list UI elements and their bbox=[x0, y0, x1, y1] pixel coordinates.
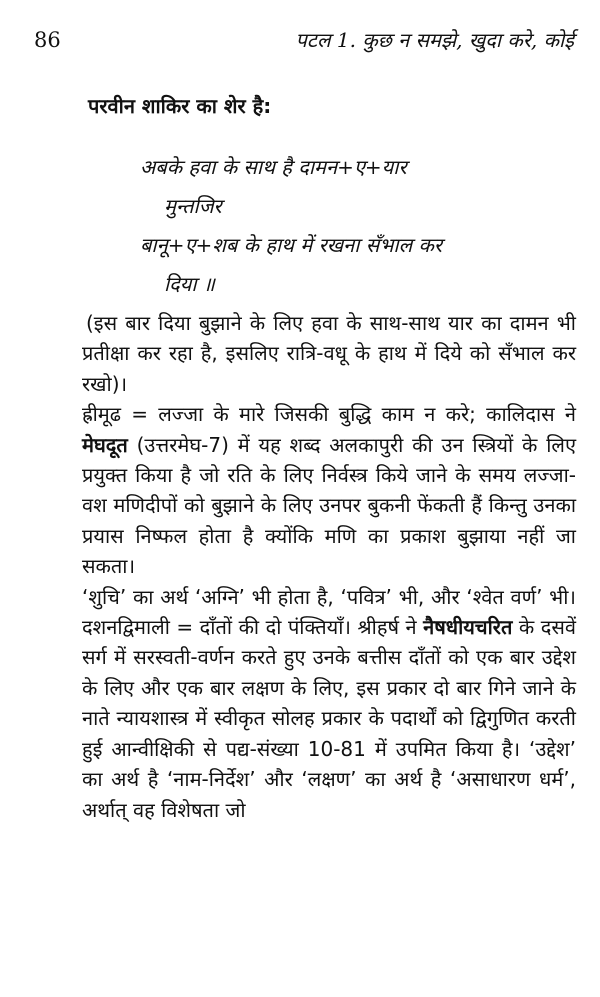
text-run: ‘शुचि’ का अर्थ ‘अग्नि’ भी होता है, ‘पवित्र’ भी, और ‘श्वेत वर्ण’ भी। दशनद्विमाली = दाँतों की दो पंक्तियाँ। श्रीहर्ष ने bbox=[82, 584, 576, 640]
page-number: 86 bbox=[34, 28, 61, 52]
body-text bbox=[82, 308, 576, 825]
text-run: के दसवें सर्ग में सरस्वती-वर्णन करते हुए उनके बत्तीस दाँतों को एक बार उद्देश के लिए और एक बार लक्षण के लिए, इस प्रकार दो बार गिने जाने के नाते न्यायशास्त्र में स्वीकृत सोलह प्रकार के पदार्थों को द्विगुणित करती हुई आन्वीक्षिकी से पद्य-संख्या 10-81 में उपमित किया है। ‘उद्देश’ का अर्थ है ‘नाम-निर्देश’ और ‘लक्षण’ का अर्थ है ‘असाधारण धर्म’, अर्थात् वह विशेषता जो bbox=[82, 615, 576, 822]
verse-line: दिया ॥ bbox=[164, 272, 215, 296]
running-head: पटल 1. कुछ न समझे, खुदा करे, कोई bbox=[295, 28, 574, 52]
paragraph-translation: (इस बार दिया बुझाने के लिए हवा के साथ-साथ यार का दामन भी प्रतीक्षा कर रहा है, इसलिए रात्रि-वधू के हाथ में दिये को सँभाल कर रखो)। bbox=[82, 311, 576, 396]
work-title-naishadhiyacharita: नैषधीयचरित bbox=[423, 615, 513, 640]
page-header bbox=[34, 26, 574, 60]
intro-line: परवीन शाकिर का शेर है: bbox=[88, 94, 272, 118]
verse-line: मुन्तजिर bbox=[164, 194, 222, 218]
text-run: (उत्तरमेघ-7) में यह शब्द अलकापुरी की उन स्त्रियों के लिए प्रयुक्त किया है जो रति के लिए निर्वस्त्र किये जाने के समय लज्जा-वश मणिदीपों को बुझाने के लिए उनपर बुकनी फेंकती हैं किन्तु उनका प्रयास निष्फल होता है क्योंकि मणि का प्रकाश बुझाया नहीं जा सकता। bbox=[82, 432, 576, 579]
verse-line: अबके हवा के साथ है दामन+ए+यार bbox=[140, 155, 407, 179]
verse-line: बानू+ए+शब के हाथ में रखना सँभाल कर bbox=[140, 233, 443, 257]
paragraph-shuchi bbox=[82, 582, 576, 825]
paragraph-hrimudha bbox=[82, 399, 576, 581]
text-run: ह्रीमूढ = लज्जा के मारे जिसकी बुद्धि काम न करे; कालिदास ने bbox=[82, 402, 576, 427]
verse-block bbox=[140, 148, 442, 304]
work-title-meghaduta: मेघदूत bbox=[82, 432, 128, 457]
